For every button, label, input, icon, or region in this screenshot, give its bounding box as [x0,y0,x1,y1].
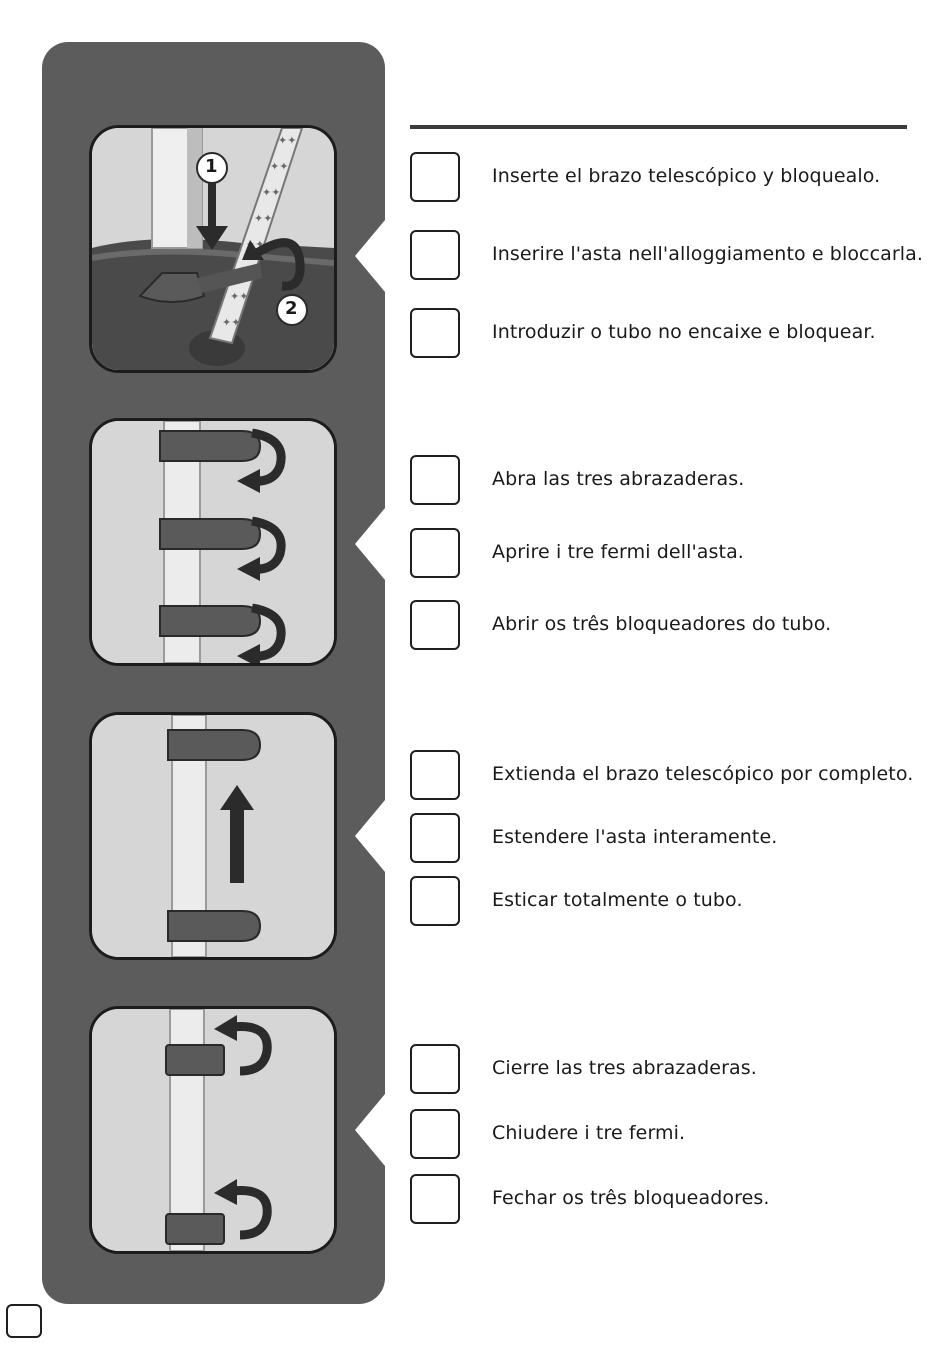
instruction-label: Aprire i tre fermi dell'asta. [492,541,744,563]
section-rule [410,125,907,129]
list-item [410,152,930,204]
checkbox[interactable] [410,455,460,505]
instruction-label: Inserte el brazo telescópico y bloquealo. [492,165,881,187]
instruction-label: Introduzir o tubo no encaixe e bloquear. [492,321,876,343]
instruction-label: Inserire l'asta nell'alloggiamento e bloccarla. [492,243,924,265]
checkbox[interactable] [410,152,460,202]
list-item [410,600,930,652]
list-item [410,813,930,865]
illustration-extend-tube [89,712,337,960]
svg-text:✦✦: ✦✦ [278,134,297,147]
list-item [410,876,930,928]
svg-text:✦✦: ✦✦ [270,160,289,173]
svg-text:✦✦: ✦✦ [230,290,249,303]
clamp-icon [160,431,260,636]
list-item [410,528,930,580]
svg-text:✦✦: ✦✦ [254,212,273,225]
illustration-close-clamps [89,1006,337,1254]
page-number-box [6,1304,42,1338]
sidebar-notch [355,800,385,872]
instruction-label: Chiudere i tre fermi. [492,1122,686,1144]
sidebar-notch [355,1094,385,1166]
list-item [410,230,930,282]
checkbox[interactable] [410,813,460,863]
checkbox[interactable] [410,1109,460,1159]
svg-text:✦✦: ✦✦ [246,238,265,251]
instruction-label: Cierre las tres abrazaderas. [492,1057,757,1079]
checkbox[interactable] [410,876,460,926]
checkbox[interactable] [410,1174,460,1224]
instruction-label: Fechar os três bloqueadores. [492,1187,770,1209]
instruction-label: Extienda el brazo telescópico por completo. [492,763,914,785]
list-item [410,308,930,360]
instruction-label: Abrir os três bloqueadores do tubo. [492,613,832,635]
checkbox[interactable] [410,308,460,358]
list-item [410,1109,930,1161]
checkbox[interactable] [410,600,460,650]
instruction-label: Abra las tres abrazaderas. [492,468,745,490]
illustration-open-clamps [89,418,337,666]
instruction-label: Esticar totalmente o tubo. [492,889,743,911]
checkbox[interactable] [410,230,460,280]
step-marker-2: 2 [285,298,298,319]
illustration-insert-tube [89,125,337,373]
list-item [410,1174,930,1226]
sidebar-notch [355,220,385,292]
checkbox[interactable] [410,528,460,578]
svg-text:✦✦: ✦✦ [222,316,241,329]
list-item [410,455,930,507]
checkbox[interactable] [410,750,460,800]
instruction-label: Estendere l'asta interamente. [492,826,778,848]
list-item [410,750,930,802]
svg-text:✦✦: ✦✦ [262,186,281,199]
checkbox[interactable] [410,1044,460,1094]
sidebar-notch [355,508,385,580]
step-marker-1: 1 [205,156,218,177]
list-item [410,1044,930,1096]
